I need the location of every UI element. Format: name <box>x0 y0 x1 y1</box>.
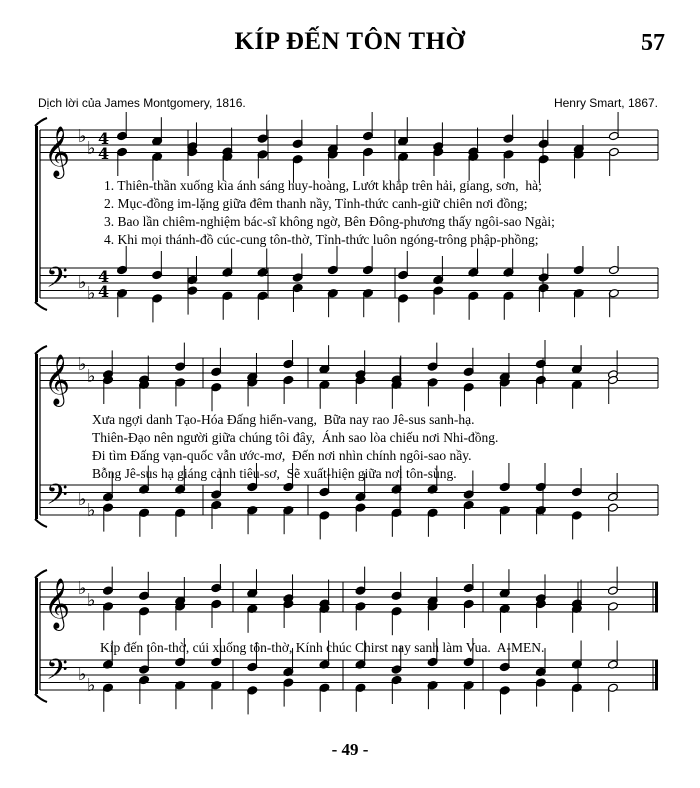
bracket-curl <box>35 570 47 578</box>
flat-sign-icon: ♭ <box>87 590 96 611</box>
bass-clef-icon: 𝄢 <box>46 653 68 694</box>
time-signature-bottom: 4 <box>98 282 110 301</box>
hymn-title: KÍP ĐẾN TÔN THỜ <box>234 28 466 55</box>
bracket-curl <box>35 118 47 126</box>
composer-credit: Henry Smart, 1867. <box>553 96 658 110</box>
bracket-curl <box>35 694 47 702</box>
verse-1-line-1: 1. Thiên-thần xuống kìa ánh sáng huy-hoàng, Lướt khắp trên hải, giang, sơn, hà; <box>104 178 542 193</box>
translator-credit: Dịch lời của James Montgomery, 1816. <box>38 96 246 110</box>
flat-sign-icon: ♭ <box>78 578 87 599</box>
bracket-curl <box>35 302 47 310</box>
final-bar-line <box>655 660 658 690</box>
verse-2-line-2: Thiên-Đạo nên người giữa chúng tôi đây, Ánh sao lòa chiếu nơi Nhi-đồng. <box>92 430 499 445</box>
flat-sign-icon: ♭ <box>78 354 87 375</box>
flat-sign-icon: ♭ <box>78 126 87 147</box>
time-signature-top: 4 <box>98 129 110 148</box>
bass-clef-icon: 𝄢 <box>46 478 68 519</box>
hymn-number: 57 <box>641 30 665 56</box>
bass-clef-icon: 𝄢 <box>46 261 68 302</box>
time-signature-bottom: 4 <box>98 144 110 163</box>
system-bracket <box>35 354 38 519</box>
treble-clef-icon: 𝄞 <box>44 126 71 177</box>
page-number: - 49 - <box>331 740 369 759</box>
flat-sign-icon: ♭ <box>87 283 96 304</box>
flat-sign-icon: ♭ <box>87 366 96 387</box>
system-bracket <box>35 126 38 302</box>
treble-clef-icon: 𝄞 <box>44 578 71 629</box>
verse-4-line-1: 4. Khi mọi thánh-đồ cúc-cung tôn-thờ, Tỉnh-thức luôn ngóng-trông phập-phồng; <box>104 232 539 247</box>
final-bar-line <box>655 582 658 612</box>
bracket-curl <box>35 519 47 527</box>
verse-1-line-2: Xưa ngợi danh Tạo-Hóa Đấng hiển-vang, Bữa nay rao Jê-sus sanh-hạ. <box>92 412 475 427</box>
flat-sign-icon: ♭ <box>87 675 96 696</box>
verse-2-line-1: 2. Mục-đồng im-lặng giữa đêm thanh nầy, Tỉnh-thức canh-giữ chiên nơi đồng; <box>104 196 528 211</box>
refrain-lyrics: Kíp đến tôn-thờ, cúi xuống tôn-thờ, Kính chúc Chirst nay sanh làm Vua. A-MEN. <box>100 640 545 655</box>
verse-3-line-2: Đi tìm Đấng vạn-quốc vẫn ước-mơ, Đến nơi nhìn chính ngôi-sao nầy. <box>92 448 472 463</box>
flat-sign-icon: ♭ <box>87 138 96 159</box>
flat-sign-icon: ♭ <box>87 500 96 521</box>
time-signature-top: 4 <box>98 267 110 286</box>
verse-4-line-2: Bỗng Jê-sus hạ giáng cảnh tiêu-sơ, Sẽ xuất-hiện giữa nơi tôn-sùng. <box>92 466 457 481</box>
flat-sign-icon: ♭ <box>78 664 87 685</box>
flat-sign-icon: ♭ <box>78 272 87 293</box>
treble-clef-icon: 𝄞 <box>44 354 71 405</box>
flat-sign-icon: ♭ <box>78 489 87 510</box>
system-bracket <box>35 578 38 694</box>
verse-3-line-1: 3. Bao lần chiêm-nghiệm bác-sĩ không ngờ, Bên Đông-phương thấy ngôi-sao Ngài; <box>104 214 555 229</box>
bracket-curl <box>35 346 47 354</box>
